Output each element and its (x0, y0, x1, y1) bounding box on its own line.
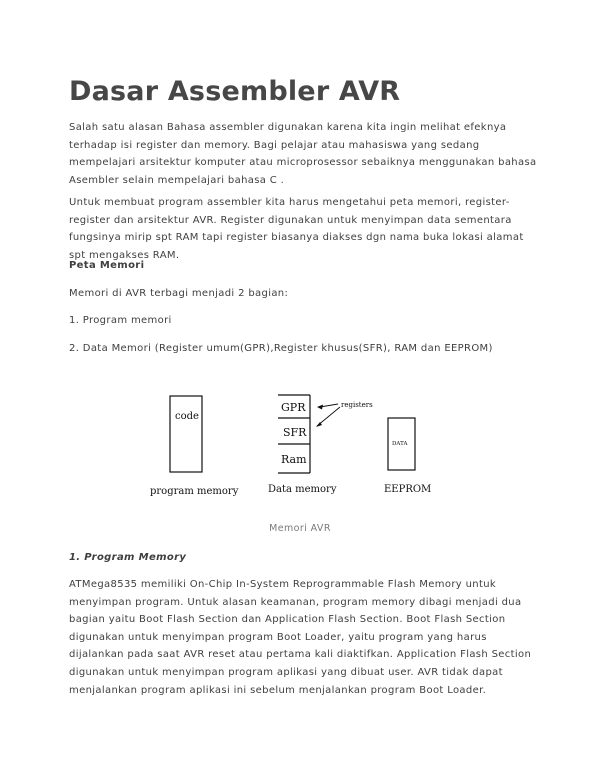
list-item-data-memori: 2. Data Memori (Register umum(GPR),Register khusus(SFR), RAM dan EEPROM) (69, 343, 493, 354)
data-box-label: DATA (392, 441, 408, 447)
eeprom-label: EEPROM (384, 484, 432, 495)
data-memory-label: Data memory (268, 484, 337, 495)
program-memory-label: program memory (150, 486, 239, 497)
ram-label: Ram (281, 453, 307, 466)
sfr-label: SFR (283, 426, 307, 439)
intro-paragraph: Salah satu alasan Bahasa assembler digunakan karena kita ingin melihat efeknya terhadap isi register dan memory. Bagi pelajar atau mahasiswa yang sedang mempelajari arsitektur komputer atau microprosessor sebaiknya menggunakan bahasa Asembler selain mempelajari bahasa C . (69, 122, 537, 186)
section-program-memory-body: ATMega8535 memiliki On-Chip In-System Reprogrammable Flash Memory untuk menyimpan program. Untuk alasan keamanan, program memory dibagi menjadi dua bagian yaitu Boot Flash Section dan Application Flash Section. Boot Flash Section digunakan untuk menyimpan program Boot Loader, yaitu program yang harus dijalankan pada saat AVR reset atau pertama kali diaktifkan. Application Flash Section digunakan untuk menyimpan program aplikasi yang dibuat user. AVR tidak dapat menjalankan program aplikasi ini sebelum menjalankan program Boot Loader. (69, 579, 532, 696)
memory-diagram (145, 385, 465, 505)
program-memory-box (170, 396, 202, 472)
memori-intro-text: Memori di AVR terbagi menjadi 2 bagian: (69, 288, 289, 299)
gpr-label: GPR (281, 401, 306, 414)
section-program-memory-heading: 1. Program Memory (69, 552, 187, 563)
figure-caption: Memori AVR (269, 523, 331, 534)
registers-label: registers (341, 401, 373, 409)
peta-memori-heading: Peta Memori (69, 260, 145, 271)
code-label: code (175, 411, 199, 422)
program-paragraph: Untuk membuat program assembler kita harus mengetahui peta memori, register-register dan arsitektur AVR. Register digunakan untuk menyimpan data sementara fungsinya mirip spt RAM tapi register biasanya diakses dgn nama buka lokasi alamat spt mengakses RAM. (69, 197, 524, 261)
list-item-program-memori: 1. Program memori (69, 315, 172, 326)
page-title: Dasar Assembler AVR (69, 76, 401, 107)
